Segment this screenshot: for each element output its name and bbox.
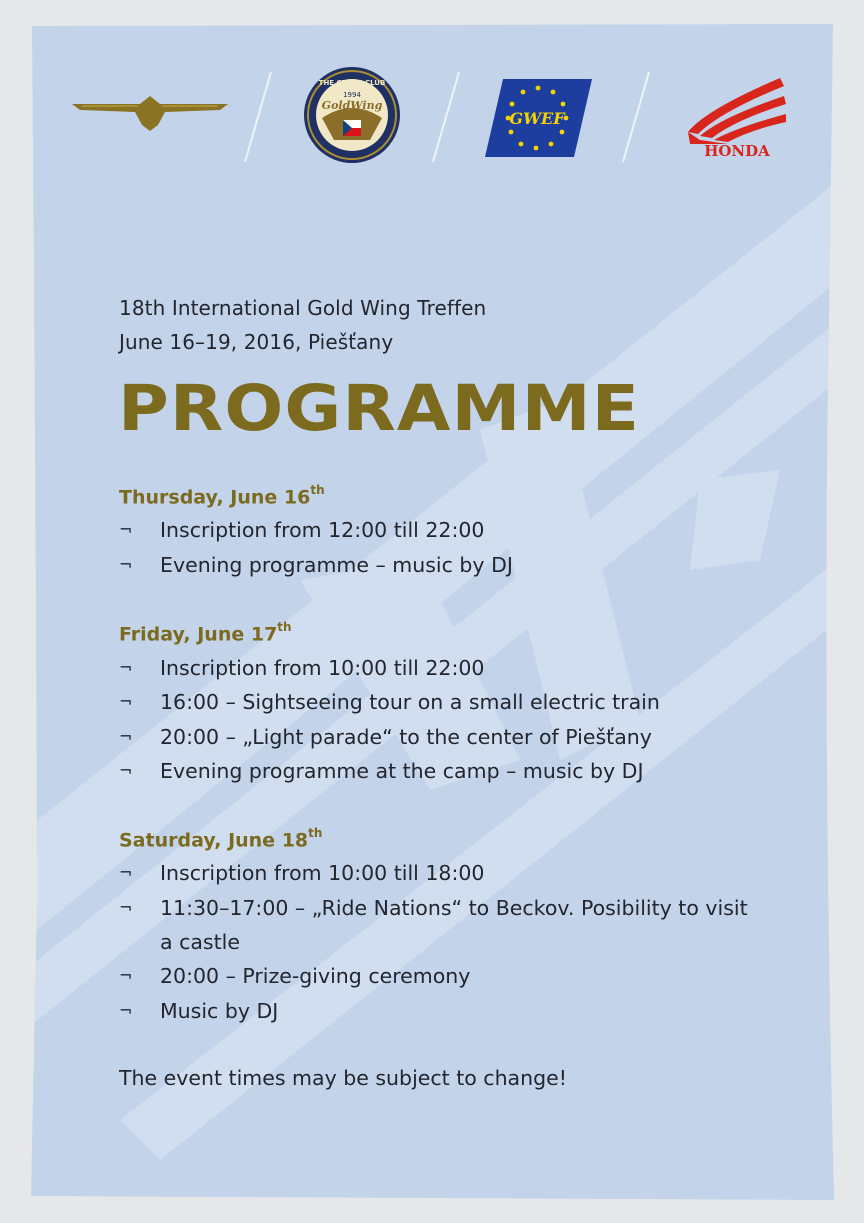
list-item: [119, 959, 779, 993]
list-item: [119, 754, 779, 788]
bullet: ¬: [119, 761, 133, 780]
item-text: 20:00 – „Light parade“ to the center of Piešťany: [160, 725, 652, 749]
item-text: Inscription from 10:00 till 22:00: [160, 656, 485, 680]
item-text: Evening programme at the camp – music by DJ: [160, 759, 644, 783]
list-item: [119, 651, 779, 685]
item-text: 20:00 – Prize-giving ceremony: [160, 964, 471, 988]
item-text: 16:00 – Sightseeing tour on a small electric train: [160, 690, 660, 714]
list-item: [119, 685, 779, 719]
bullet: ¬: [119, 727, 133, 746]
event-dates: June 16–19, 2016, Piešťany: [119, 330, 394, 354]
list-item: [119, 856, 779, 890]
list-item: [119, 513, 779, 547]
day-label: Friday, June 17: [119, 623, 278, 646]
day-suffix: th: [310, 483, 325, 497]
item-text: Music by DJ: [160, 999, 279, 1023]
bullet: ¬: [119, 898, 133, 917]
bullet: ¬: [119, 1001, 133, 1020]
bullet: ¬: [119, 863, 133, 882]
czech-club-year: 1994: [343, 91, 361, 99]
honda-text: HONDA: [704, 142, 770, 160]
bullet: ¬: [119, 966, 133, 985]
page-title: PROGRAMME: [118, 372, 641, 445]
day-suffix: th: [308, 826, 323, 840]
item-text: Inscription from 10:00 till 18:00: [160, 861, 485, 885]
gwef-text: GWEF: [509, 109, 565, 128]
disclaimer: The event times may be subject to change!: [119, 1066, 567, 1090]
day-heading-friday: [119, 622, 292, 645]
list-item: [119, 548, 779, 582]
day-heading-thursday: [119, 485, 325, 508]
event-name: 18th International Gold Wing Treffen: [119, 296, 487, 320]
item-text: Inscription from 12:00 till 22:00: [160, 518, 485, 542]
bullet: ¬: [119, 520, 133, 539]
item-text: 11:30–17:00 – „Ride Nations“ to Beckov. Posibility to visit a castle: [160, 896, 748, 954]
item-text: Evening programme – music by DJ: [160, 553, 513, 577]
bullet: ¬: [119, 692, 133, 711]
bullet: ¬: [119, 658, 133, 677]
day-label: Thursday, June 16: [119, 486, 311, 509]
list-item: [119, 994, 779, 1028]
list-item: [119, 891, 759, 959]
day-heading-saturday: [119, 828, 322, 851]
day-suffix: th: [277, 620, 292, 634]
czech-club-script: GoldWing: [321, 99, 383, 112]
czech-club-top-text: THE CZECH CLUB: [318, 79, 386, 87]
list-item: [119, 720, 779, 754]
bullet: ¬: [119, 555, 133, 574]
day-label: Saturday, June 18: [119, 829, 309, 852]
